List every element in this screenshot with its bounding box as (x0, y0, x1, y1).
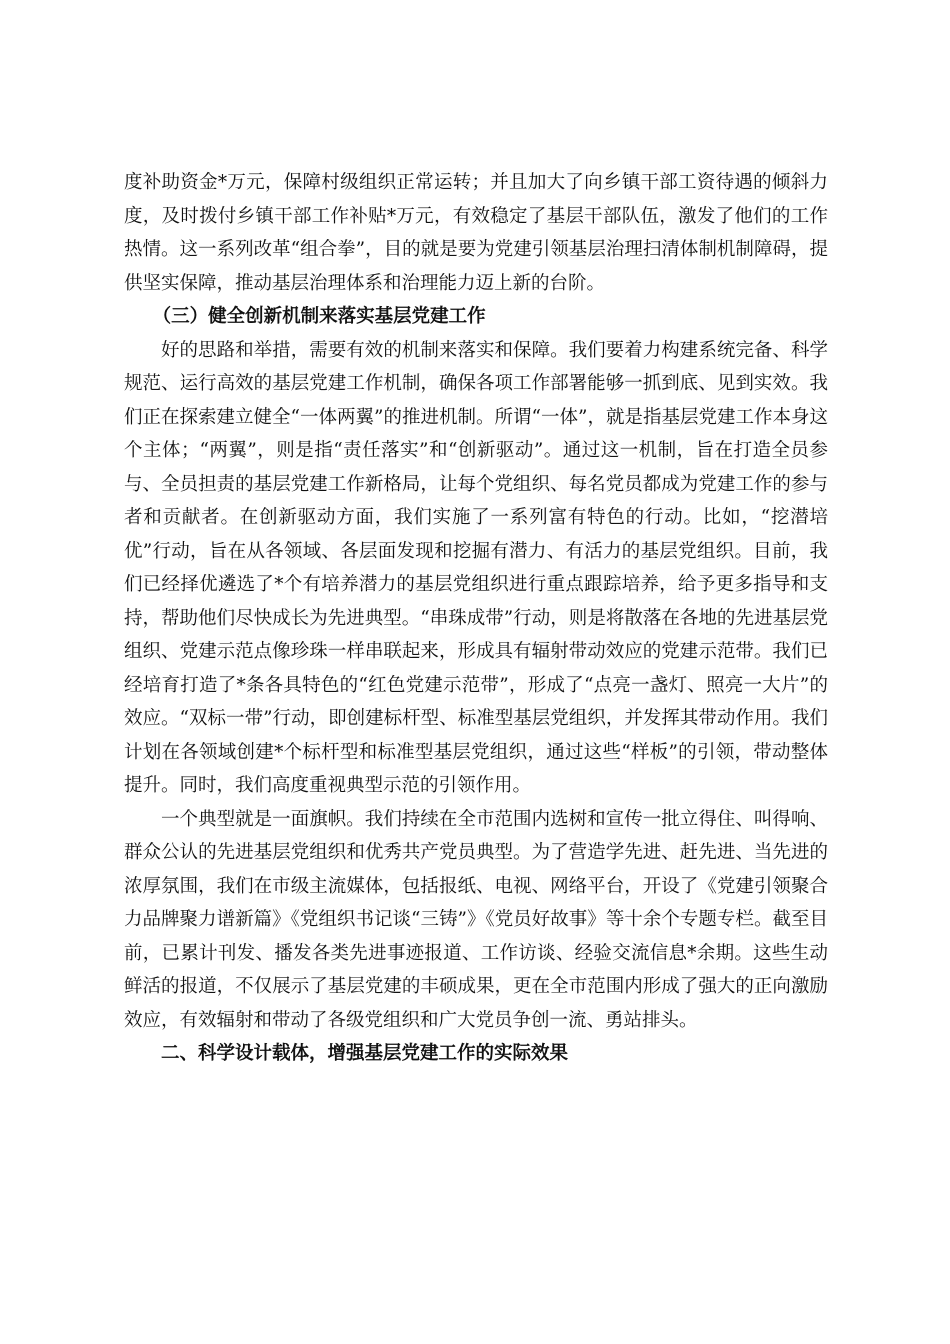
document-body (124, 166, 828, 1071)
section-heading-3: （三）健全创新机制来落实基层党建工作 (152, 306, 486, 327)
section-heading-2: 二、科学设计载体，增强基层党建工作的实际效果 (161, 1043, 569, 1064)
paragraph-model: 一个典型就是一面旗帜。我们持续在全市范围内选树和宣传一批立得住、叫得响、群众公认的先进基层党组织和优秀共产党员典型。为了营造学先进、赶先进、当先进的浓厚氛围，我们在市级主流媒体，包括报纸、电视、网络平台，开设了《党建引领聚合力品牌聚力谱新篇》《党组织书记谈“三铸”》《党员好故事》等十余个专题专栏。截至目前，已累计刊发、播发各类先进事迹报道、工作访谈、经验交流信息*余期。这些生动鲜活的报道，不仅展示了基层党建的丰硕成果，更在全市范围内形成了强大的正向激励效应，有效辐射和带动了各级党组织和广大党员争创一流、勇站排头。 (124, 808, 828, 1031)
paragraph-mechanism: 好的思路和举措，需要有效的机制来落实和保障。我们要着力构建系统完备、科学规范、运行高效的基层党建工作机制，确保各项工作部署能够一抓到底、见到实效。我们正在探索建立健全“一体两翼”的推进机制。所谓“一体”，就是指基层党建工作本身这个主体；“两翼”，则是指“责任落实”和“创新驱动”。通过这一机制，旨在打造全员参与、全员担责的基层党建工作新格局，让每个党组织、每名党员都成为党建工作的参与者和贡献者。在创新驱动方面，我们实施了一系列富有特色的行动。比如，“挖潜培优”行动，旨在从各领域、各层面发现和挖掘有潜力、有活力的基层党组织。目前，我们已经择优遴选了*个有培养潜力的基层党组织进行重点跟踪培养，给予更多指导和支持，帮助他们尽快成长为先进典型。“串珠成带”行动，则是将散落在各地的先进基层党组织、党建示范点像珍珠一样串联起来，形成具有辐射带动效应的党建示范带。我们已经培育打造了*条各具特色的“红色党建示范带”，形成了“点亮一盏灯、照亮一大片”的效应。“双标一带”行动，即创建标杆型、标准型基层党组织，并发挥其带动作用。我们计划在各领域创建*个标杆型和标准型基层党组织，通过这些“样板”的引领，带动整体提升。同时，我们高度重视典型示范的引领作用。 (124, 339, 828, 796)
paragraph-continuation: 度补助资金*万元，保障村级组织正常运转；并且加大了向乡镇干部工资待遇的倾斜力度，及时拨付乡镇干部工作补贴*万元，有效稳定了基层干部队伍，激发了他们的工作热情。这一系列改革“组合拳”，目的就是要为党建引领基层治理扫清体制机制障碍，提供坚实保障，推动基层治理体系和治理能力迈上新的台阶。 (124, 172, 828, 294)
